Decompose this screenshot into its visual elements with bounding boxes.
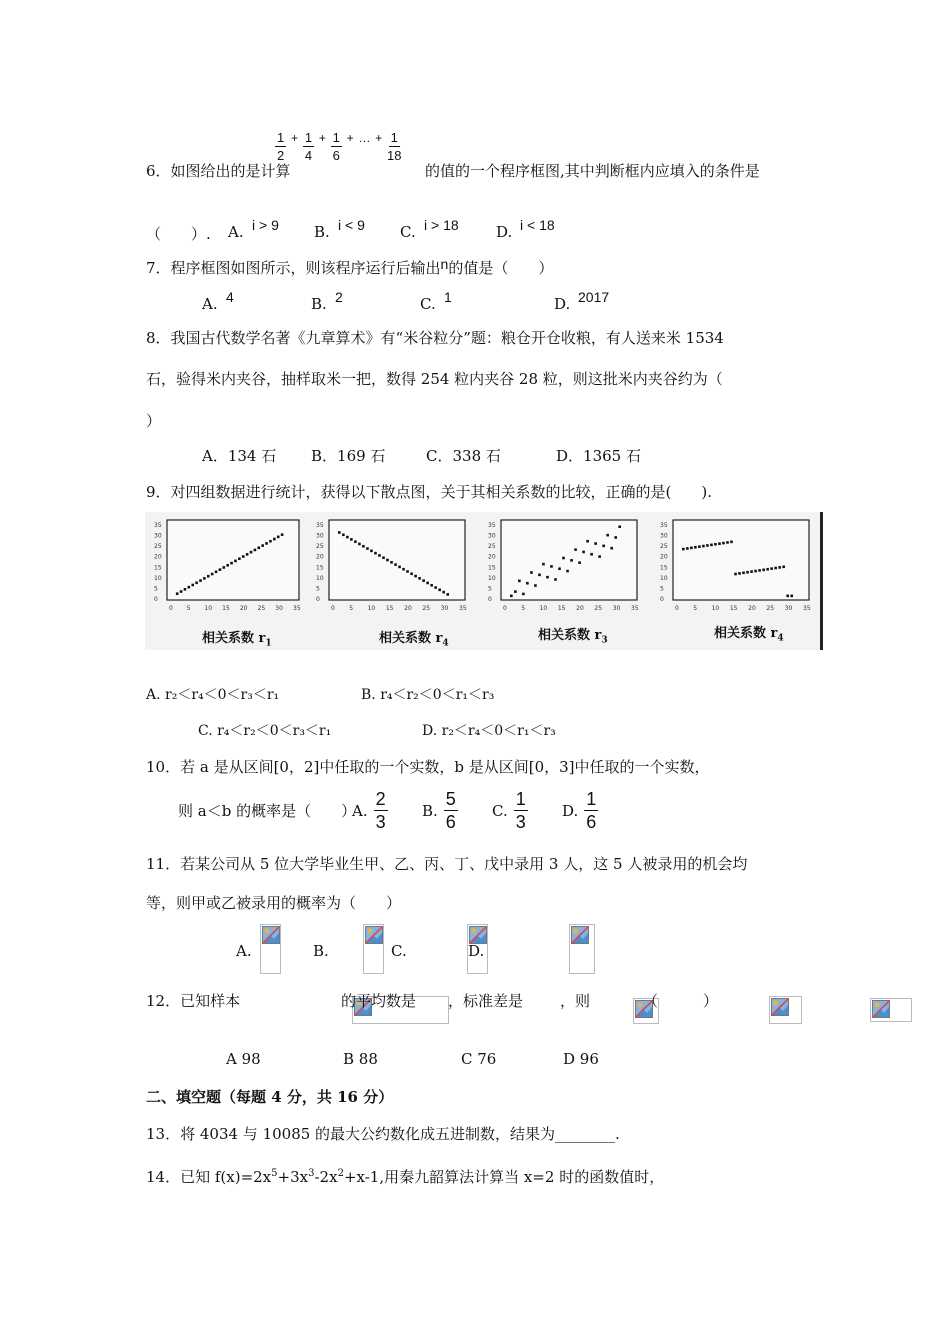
x-tick-label: 15 (557, 605, 566, 612)
q7-opt-a-value: 4 (226, 289, 234, 305)
scatter-point (410, 572, 413, 575)
scatter-point (203, 577, 206, 580)
y-tick-label: 15 (488, 564, 496, 572)
scatter-point (358, 543, 361, 546)
q6-opt-b-value: i < 9 (338, 217, 365, 233)
q13-text: 13．将 4034 与 10085 的最大公约数化成五进制数，结果为________. (146, 1125, 620, 1143)
x-tick-label: 0 (331, 605, 335, 612)
y-tick-label: 30 (316, 532, 324, 540)
scatter-point (522, 593, 525, 596)
x-tick-label: 20 (404, 605, 412, 612)
q7-text: 7．程序框图如图所示，则该程序运行后输出n的值是（ ） (146, 256, 554, 277)
q8-line2: 石，验得米内夹谷，抽样取米一把，数得 254 粒内夹谷 28 粒，则这批米内夹谷约为（ (146, 370, 723, 388)
scatter-point (790, 595, 793, 598)
scatter-point (230, 562, 233, 565)
q6-series: $\frac{1}{2}$ + $\frac{1}{4}$ + $\frac{1}{6}$ + … + $\frac{1}{18}$ (277, 130, 402, 163)
q12-opt-a: A 98 (226, 1050, 261, 1068)
scatter-point (686, 547, 689, 550)
plot-frame (501, 520, 637, 600)
scatter-point (734, 573, 737, 576)
scatter-point (414, 575, 417, 578)
q7-opt-d-value: 2017 (578, 289, 610, 305)
y-tick-label: 5 (316, 585, 320, 593)
fraction: $\frac{1}{2}$ (277, 130, 285, 163)
scatter-point (350, 538, 353, 541)
scatter-point (542, 563, 545, 566)
scatter-point (426, 582, 429, 585)
x-tick-label: 25 (766, 605, 775, 612)
scatter-point (754, 570, 757, 573)
scatter-point (406, 570, 409, 573)
scatter-point (219, 568, 222, 571)
scatter-point (370, 550, 373, 553)
q12-opt-d: D 96 (563, 1050, 599, 1068)
q6-opt-a-label: A. (228, 223, 244, 241)
scatter-point (578, 561, 581, 564)
q10-opt-c: C. $\frac{1}{3}$ (492, 789, 526, 832)
scatter-point (558, 567, 561, 570)
scatter-point (250, 551, 253, 554)
x-tick-label: 10 (539, 605, 548, 612)
q9-opt-c: C. r₄＜r₂＜0＜r₃＜r₁ (198, 723, 332, 739)
scatter-point (342, 533, 345, 536)
x-tick-label: 35 (803, 605, 811, 612)
q7-opt-d-label: D. (554, 295, 571, 313)
scatter-point (394, 563, 397, 566)
scatter-point (184, 588, 187, 591)
scatter-point (386, 559, 389, 562)
q10-opt-d: D. $\frac{1}{6}$ (562, 789, 597, 832)
broken-image-icon (769, 996, 802, 1024)
scatter-caption-4: 相关系数 $r_4$ (714, 626, 784, 644)
scatter-point (246, 553, 249, 556)
scatter-point (690, 547, 693, 550)
q6-opt-c-value: i > 18 (424, 217, 459, 233)
q12-opt-c: C 76 (461, 1050, 497, 1068)
fraction: $\frac{1}{6}$ (332, 130, 340, 163)
x-tick-label: 10 (204, 605, 213, 612)
x-tick-label: 0 (503, 605, 507, 612)
y-tick-label: 20 (488, 553, 496, 561)
scatter-point (702, 545, 705, 548)
broken-image-icon (363, 924, 384, 974)
x-tick-label: 5 (186, 605, 191, 612)
q7-opt-c-value: 1 (444, 289, 452, 305)
scatter-point (402, 568, 405, 571)
scatter-point (514, 590, 517, 593)
scatter-point (530, 571, 533, 574)
scatter-point (180, 590, 183, 593)
y-tick-label: 30 (488, 532, 496, 540)
scatter-point (694, 546, 697, 549)
fraction: $\frac{1}{3}$ (515, 789, 526, 832)
q11-line2: 等，则甲或乙被录用的概率为（ ） (146, 894, 402, 912)
fraction: $\frac{2}{3}$ (375, 789, 386, 832)
x-tick-label: 30 (784, 605, 793, 612)
scatter-point (442, 591, 445, 594)
q8-opt-a: A．134 石 (202, 447, 277, 465)
q9-text: 9．对四组数据进行统计，获得以下散点图，关于其相关系数的比较，正确的是( ). (146, 483, 713, 501)
fraction: $\frac{5}{6}$ (445, 789, 456, 832)
q9-opt-d: D. r₂＜r₄＜0＜r₁＜r₃ (422, 723, 556, 739)
scatter-point (191, 584, 194, 587)
q12-paren: （ ） (643, 992, 719, 1010)
q6-text-suffix: 的值的一个程序框图,其中判断框内应填入的条件是 (425, 162, 760, 180)
scatter-point (726, 541, 729, 544)
scatter-point (362, 545, 365, 548)
scatter-point (566, 570, 569, 573)
scatter-point (346, 536, 349, 539)
q12-prefix: 12．已知样本 (146, 992, 241, 1010)
scatter-point (534, 584, 537, 587)
scatter-point (354, 540, 357, 543)
q11-opt-a-label: A. (236, 942, 252, 960)
x-tick-label: 35 (459, 605, 467, 612)
scatter-point (277, 536, 280, 539)
x-tick-label: 0 (675, 605, 679, 612)
scatter-point (746, 571, 749, 574)
scatter-point (374, 552, 377, 555)
broken-image-icon (260, 924, 281, 974)
x-tick-label: 15 (222, 605, 230, 612)
scatter-point (418, 577, 421, 580)
scatter-point (215, 571, 218, 574)
q11-line1: 11．若某公司从 5 位大学毕业生甲、乙、丙、丁、戊中录用 3 人，这 5 人被录用的机会均 (146, 855, 748, 873)
scatter-point (188, 586, 191, 589)
scatter-point (782, 566, 785, 569)
q10-line1: 10．若 a 是从区间[0，2]中任取的一个实数，b 是从区间[0，3]中任取的一个实数， (146, 758, 710, 776)
q6-paren: （ ）. (146, 225, 211, 243)
q12-mid1: 的平均数是 (341, 992, 417, 1010)
scatter-point (382, 556, 385, 559)
scatter-point (582, 551, 585, 554)
scatter-point (238, 557, 241, 560)
scatter-point (610, 547, 613, 550)
scatter-point (742, 572, 745, 575)
y-tick-label: 20 (660, 553, 668, 561)
q8-opt-d: D．1365 石 (556, 447, 641, 465)
q7-opt-b-value: 2 (335, 289, 343, 305)
scatter-point (590, 553, 593, 556)
scatter-point (738, 572, 741, 575)
scatter-point (195, 581, 198, 584)
q12-mid3: ，则 (560, 992, 591, 1010)
y-tick-label: 35 (154, 522, 162, 529)
scatter-point (762, 569, 765, 572)
scatter-point (706, 544, 709, 547)
y-tick-label: 0 (488, 596, 492, 603)
plot-frame (673, 520, 809, 600)
x-tick-label: 20 (576, 605, 584, 612)
y-tick-label: 25 (488, 543, 496, 551)
y-tick-label: 20 (316, 553, 324, 561)
scatter-point (254, 549, 257, 552)
scatter-point (770, 567, 773, 570)
x-tick-label: 30 (612, 605, 621, 612)
q7-var: n (440, 256, 449, 272)
scatter-point (538, 574, 541, 577)
q6-opt-b-label: B. (314, 223, 330, 241)
scatter-point (570, 559, 573, 562)
scatter-point (722, 542, 725, 545)
y-tick-label: 35 (660, 522, 668, 529)
q8-opt-b: B．169 石 (311, 447, 386, 465)
x-tick-label: 30 (275, 605, 283, 612)
scatter-point (526, 582, 529, 585)
scatter-point (554, 578, 557, 581)
scatter-point (223, 566, 226, 569)
scatter-point (710, 544, 713, 547)
scatter-point (714, 543, 717, 546)
x-tick-label: 25 (594, 605, 603, 612)
scatter-point (257, 546, 260, 549)
y-tick-label: 0 (316, 596, 320, 603)
q10-opt-a: A. $\frac{2}{3}$ (352, 789, 386, 832)
y-tick-label: 5 (488, 585, 492, 593)
fraction: $\frac{1}{6}$ (586, 789, 597, 832)
plot-frame (329, 520, 465, 600)
y-tick-label: 20 (154, 553, 162, 561)
scatter-point (273, 538, 276, 541)
scatter-point (546, 576, 549, 579)
x-tick-label: 20 (748, 605, 756, 612)
q6-text-prefix: 6．如图给出的是计算 (146, 162, 291, 180)
scatter-point (434, 586, 437, 589)
scatter-point (730, 541, 733, 544)
scatter-point (234, 560, 237, 563)
scatter-point (211, 573, 214, 576)
q11-opt-b-label: B. (313, 942, 329, 960)
y-tick-label: 0 (154, 596, 158, 603)
scatter-point (422, 579, 425, 582)
scatter-point (378, 554, 381, 557)
scatter-caption-3: 相关系数 $r_3$ (538, 628, 608, 646)
scatter-point (766, 568, 769, 571)
q11-opt-c-label: C. (391, 942, 407, 960)
broken-image-icon (569, 924, 595, 974)
x-tick-label: 10 (711, 605, 720, 612)
x-tick-label: 5 (521, 605, 526, 612)
scatter-point (778, 566, 781, 569)
y-tick-label: 15 (154, 564, 162, 572)
y-tick-label: 10 (316, 574, 324, 582)
fraction: $\frac{1}{4}$ (304, 130, 313, 163)
scatter-figure-strip (145, 512, 823, 650)
x-tick-label: 20 (239, 605, 248, 612)
scatter-point (199, 579, 202, 582)
x-tick-label: 15 (385, 605, 394, 612)
scatter-point (598, 555, 601, 558)
x-tick-label: 15 (729, 605, 738, 612)
scatter-point (586, 540, 589, 543)
q12-mid2: ，标准差是 (448, 992, 524, 1010)
scatter-point (606, 534, 609, 537)
y-tick-label: 15 (660, 564, 668, 572)
q7-opt-a-label: A. (202, 295, 218, 313)
x-tick-label: 5 (693, 605, 698, 612)
scatter-point (758, 569, 761, 572)
x-tick-label: 35 (631, 605, 639, 612)
scatter-point (265, 542, 268, 545)
scatter-point (774, 567, 777, 570)
scatter-point (438, 589, 441, 592)
scatter-point (562, 557, 565, 560)
scatter-point (430, 584, 433, 587)
scatter-point (269, 540, 272, 543)
scatter-point (207, 575, 210, 578)
x-tick-label: 25 (257, 605, 266, 612)
q9-opt-a: A. r₂＜r₄＜0＜r₃＜r₁ (146, 687, 280, 703)
q7-opt-b-label: B. (311, 295, 327, 313)
x-tick-label: 5 (349, 605, 354, 612)
scatter-point (261, 544, 264, 547)
scatter-point (574, 548, 577, 551)
y-tick-label: 25 (154, 543, 162, 551)
x-tick-label: 25 (422, 605, 431, 612)
y-tick-label: 10 (660, 574, 668, 582)
scatter-point (614, 536, 617, 539)
x-tick-label: 30 (440, 605, 449, 612)
q11-opt-d-label: D. (468, 942, 485, 960)
scatter-point (618, 525, 621, 528)
q10-line2: 则 a＜b 的概率是（ ） (178, 802, 357, 820)
q6-opt-a-value: i > 9 (252, 217, 279, 233)
x-tick-label: 0 (169, 605, 173, 612)
scatter-point (602, 545, 605, 548)
scatter-caption-1: 相关系数 $r_1$ (202, 631, 272, 649)
plot-frame (167, 520, 299, 600)
scatter-point (390, 561, 393, 564)
scatter-point (594, 542, 597, 545)
scatter-point (176, 592, 179, 595)
x-tick-label: 35 (293, 605, 301, 612)
q10-opt-b: B. $\frac{5}{6}$ (422, 789, 456, 832)
scatter-caption-2: 相关系数 $r_4$ (379, 631, 449, 649)
q7-opt-c-label: C. (420, 295, 436, 313)
scatter-point (786, 595, 789, 598)
fraction: $\frac{1}{18}$ (387, 130, 402, 163)
y-tick-label: 15 (316, 564, 324, 572)
y-tick-label: 35 (488, 522, 496, 529)
q8-line1: 8．我国古代数学名著《九章算术》有“米谷粒分”题：粮仓开仓收粮，有人送来米 1534 (146, 329, 724, 347)
section-heading: 二、填空题（每题 4 分，共 16 分） (146, 1088, 394, 1106)
scatter-point (682, 548, 685, 551)
scatter-point (398, 566, 401, 569)
scatter-point (698, 545, 701, 548)
q6-opt-d-label: D. (496, 223, 513, 241)
scatter-point (510, 595, 513, 598)
scatter-point (718, 542, 721, 545)
y-tick-label: 10 (488, 574, 496, 582)
q8-line3: ） (146, 412, 162, 430)
q6-opt-c-label: C. (400, 223, 416, 241)
y-tick-label: 35 (316, 522, 324, 529)
scatter-point (750, 570, 753, 573)
q8-opt-c: C．338 石 (426, 447, 501, 465)
y-tick-label: 25 (660, 543, 668, 551)
y-tick-label: 5 (660, 585, 664, 593)
q14-text: 14．已知 $f(x)=2x^5+3x^3-2x^2+x-1$,用秦九韶算法计算当 x=2 时的函数值时， (146, 1168, 665, 1186)
y-tick-label: 30 (154, 532, 162, 540)
scatter-point (366, 547, 369, 550)
scatter-point (226, 564, 229, 567)
scatter-point (338, 531, 341, 534)
scatter-point (550, 565, 553, 568)
y-tick-label: 0 (660, 596, 664, 603)
q9-opt-b: B. r₄＜r₂＜0＜r₁＜r₃ (361, 687, 495, 703)
scatter-point (242, 555, 245, 558)
scatter-point (446, 593, 449, 596)
y-tick-label: 25 (316, 543, 324, 551)
q12-opt-b: B 88 (343, 1050, 378, 1068)
y-tick-label: 10 (154, 574, 162, 582)
q6-opt-d-value: i < 18 (520, 217, 555, 233)
scatter-point (518, 580, 521, 583)
x-tick-label: 10 (367, 605, 376, 612)
broken-image-icon (870, 998, 912, 1022)
y-tick-label: 30 (660, 532, 668, 540)
y-tick-label: 5 (154, 585, 158, 593)
scatter-point (281, 533, 284, 536)
